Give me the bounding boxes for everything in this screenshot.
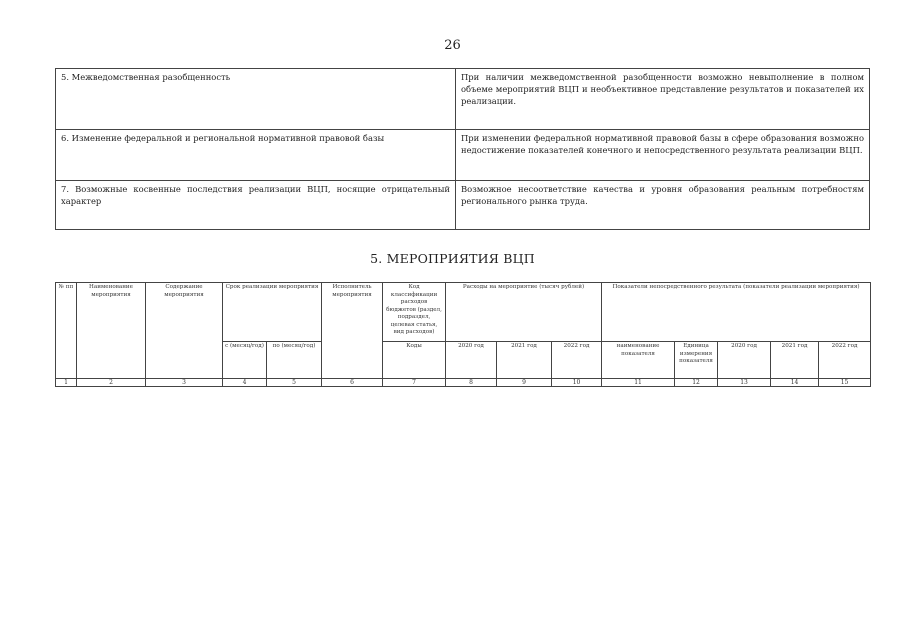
subheader-exp-2022: 2022 год [552,342,602,379]
table-row [56,69,870,130]
column-number: 8 [446,379,497,387]
column-number: 11 [602,379,675,387]
page-number: 26 [444,38,461,53]
header-executor: Исполнитель мероприятия [322,283,383,379]
risk-consequence-cell: При изменении федеральной нормативной правовой базы в сфере образования возможно недостижение показателей конечного и непосредственного результата реализации ВЦП. [456,130,870,181]
column-number: 15 [819,379,871,387]
column-number: 3 [146,379,223,387]
subheader-ind-2020: 2020 год [718,342,771,379]
column-number: 4 [223,379,267,387]
column-number: 5 [267,379,322,387]
subheader-codes: Коды [383,342,446,379]
risk-name-cell: 7. Возможные косвенные последствия реализации ВЦП, носящие отрицательный характер [56,181,456,230]
subheader-exp-2020: 2020 год [446,342,497,379]
column-number: 14 [771,379,819,387]
header-name: Наименование мероприятия [77,283,146,379]
column-number: 6 [322,379,383,387]
column-number: 10 [552,379,602,387]
measures-table [55,282,871,387]
header-expenses: Расходы на мероприятие (тысяч рублей) [446,283,602,342]
risk-consequence-cell: Возможное несоответствие качества и уровня образования реальным потребностям регионального рынка труда. [456,181,870,230]
header-period: Срок реализации мероприятия [223,283,322,342]
column-number: 7 [383,379,446,387]
column-numbers-row [56,379,871,387]
column-number: 2 [77,379,146,387]
column-number: 9 [497,379,552,387]
subheader-indicator-name: наименование показателя [602,342,675,379]
header-indicators: Показатели непосредственного результата (показатели реализации мероприятия) [602,283,871,342]
subheader-from: с (месяц/год) [223,342,267,379]
subheader-indicator-unit: Единица измерения показателя [675,342,718,379]
risks-table [55,68,870,230]
table-row [56,130,870,181]
header-row [56,283,871,342]
section-title: 5. МЕРОПРИЯТИЯ ВЦП [370,251,535,266]
risk-consequence-cell: При наличии межведомственной разобщенности возможно невыполнение в полном объеме мероприятий ВЦП и необъективное представление результатов и показателей их реализации. [456,69,870,130]
risk-name-cell: 6. Изменение федеральной и региональной нормативной правовой базы [56,130,456,181]
column-number: 1 [56,379,77,387]
column-number: 12 [675,379,718,387]
subheader-exp-2021: 2021 год [497,342,552,379]
table-row [56,181,870,230]
column-number: 13 [718,379,771,387]
header-content: Содержание мероприятия [146,283,223,379]
header-budget-code: Код классификации расходов бюджетов (раздел, подраздел, целевая статья, вид расходов) [383,283,446,342]
subheader-to: по (месяц/год) [267,342,322,379]
risk-name-cell: 5. Межведомственная разобщенность [56,69,456,130]
subheader-ind-2021: 2021 год [771,342,819,379]
subheader-ind-2022: 2022 год [819,342,871,379]
header-num: № пп [56,283,77,379]
